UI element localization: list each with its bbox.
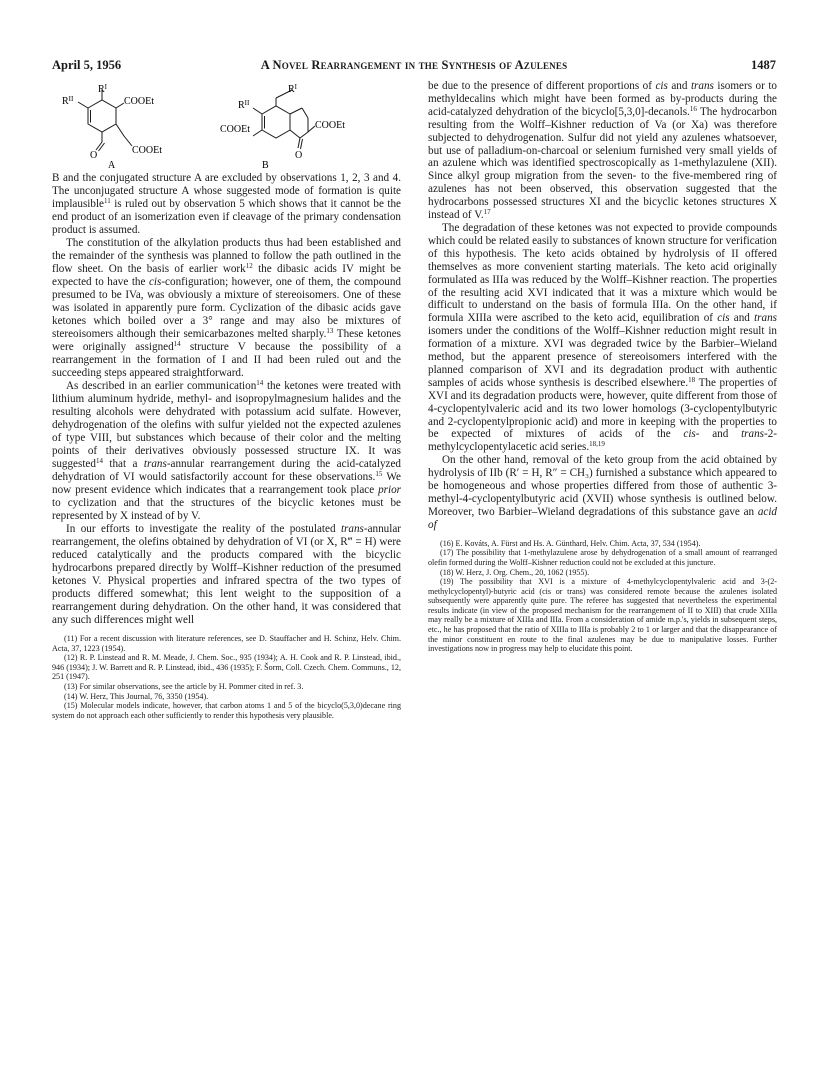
structures-svg — [52, 84, 401, 170]
running-header — [52, 58, 776, 76]
structure-b — [253, 90, 315, 149]
b-r1-label: $R^I$ — [288, 84, 298, 95]
header-date: April 5, 1956 — [52, 58, 122, 72]
left-footnotes — [52, 634, 401, 720]
right-paragraph-1: be due to the presence of different proportions of cis and trans isomers or to methyldecalins which might have been formed as by-products during the acid-catalyzed dehydration of the bicyclo[5,3,0]-decanols.$^{16}$ The hydrocarbon resulting from the Wolff–Kishner reduction of Va (or Xa) was therefore subjected to dehydrogenation. Sulfur did not yield any azulenes whatsoever, but use of palladium-on-charcoal or selenium furnished very small yields of an azulene which was identified spectroscopically as 1-methylazulene (XII). Since alkyl group migration from the seven- to the five-membered ring of azulenes has not been observed, this observation suggested that the hydrocarbons possessed structures XI and the bicyclic ketones structures X instead of V.$^{17}$ — [428, 80, 777, 222]
page-number: 1487 — [751, 58, 776, 72]
structure-b-label: B — [262, 160, 269, 170]
structure-a-label: A — [108, 160, 116, 170]
footnote: (12) R. P. Linstead and R. M. Meade, J. Chem. Soc., 935 (1934); A. H. Cook and R. P. Linstead, ibid., 946 (1934); J. W. Barrett and R. P. Linstead, ibid., 436 (1935); F. Šorm, Coll. Czech. Chem. Communs., 12, 251 (1947). — [52, 653, 401, 682]
footnote: (17) The possibility that 1-methylazulene arose by dehydrogenation of a small amount of rearranged olefin formed during the Wolff–Kishner reduction could not be excluded at this juncture. — [428, 548, 777, 567]
left-paragraph-4: In our efforts to investigate the reality of the postulated trans-annular rearrangement, the olefins obtained by dehydration of VI (or X, R‴ = H) were reduced catalytically and the products compared with the bicyclic hydrocarbons prepared directly by Wolff–Kishner reduction of the presumed ketones V. Physical properties and infrared spectra of the two types of products differed somewhat; this lent weight to the supposition of a rearrangement during dehydration. On the other hand, it was considered that any such differences might well — [52, 523, 401, 626]
chemical-structures-figure — [52, 84, 401, 170]
a-cooet-top: COOEt — [124, 96, 154, 107]
right-footnotes — [428, 539, 777, 654]
footnote: (15) Molecular models indicate, however, that carbon atoms 1 and 5 of the bicyclo(5,3,0)decane ring system do not approach each other sufficiently to render this hypothesis very plausible. — [52, 701, 401, 720]
footnote: (16) E. Kováts, A. Fürst and Hs. A. Günthard, Helv. Chim. Acta, 37, 534 (1954). — [440, 538, 701, 548]
b-r11-label: $R^{II}$ — [238, 99, 250, 111]
b-cooet-left: COOEt — [220, 124, 250, 135]
footnote: (19) The possibility that XVI is a mixture of 4-methylcyclopentylvaleric acid and 3-(2-methylcyclopentyl)-butyric acid (cis or trans) was considered remote because the azulenes isolated subsequently were apparently quite pure. The referee has suggested that nevertheless the experimental results indicate (in view of the proposed mechanism for the rearrangement of II to XIII) that crude XIIIa may really be a mixture of XIIIa and IIIa. From a consideration of amide m.p.'s, yields in subsequent steps, etc., he has proposed that the ratio of XIIIa to IIIa is probably 2 to 1 or larger and that the disappearance of the minor constituent en route to the final azulenes may be due to manipulative losses. Further investigations now in progress may help to elucidate this point. — [428, 577, 777, 654]
a-r1-label: $R^I$ — [98, 84, 108, 95]
a-r11-label: $R^{II}$ — [62, 95, 74, 107]
right-paragraph-2: The degradation of these ketones was not expected to provide compounds which could be related easily to substances of known structure for verification of this hypothesis. The keto acids obtained by hydrolysis of II offered themselves as more convenient starting materials. The keto acid originally formulated as IIIa was reduced by the Wolff–Kishner reaction. The properties of the resulting acid XVI indicated that it was a mixture which would be difficult to understand on the basis of formula IIIa. On the other hand, if formula XIIIa were ascribed to the keto acid, equilibration of cis and trans isomers under the conditions of the Wolff–Kishner reduction might result in formation of a mixture. XVI was degraded twice by the Barbier–Wieland method, but the apparent presence of stereoisomers interfered with the planned comparison of XVI and its degradation product with authentic samples of acids whose synthesis is described elsewhere.$^{18}$ The properties of XVI and its degradation products were, however, quite different from those of 4-cyclopentylvaleric acid and its two lower homologs (3-cyclopentylbutyric and 2-cyclopentylpropionic acid) and more in keeping with the properties to be expected of mixtures of acids of the cis- and trans-2-methylcyclopentylacetic acid series.$^{18,19}$ — [428, 221, 777, 454]
left-paragraph-2: The constitution of the alkylation products thus had been established and the remainder of the synthesis was planned to follow the path outlined in the flow sheet. On the basis of earlier work$^{12}$ the dibasic acids IV might be expected to have the cis-configuration; however, one of them, the compound presumed to be IVa, was obviously a mixture of stereoisomers. One of these was isolated in apparently pure form. Cyclization of the dibasic acids gave ketones which boiled over a 3° range and may also be mixtures of stereoisomers although their semicarbazones melted sharply.$^{13}$ These ketones were originally assigned$^{14}$ structure V because the possibility of a rearrangement in the formation of I and II had been ruled out and the succeeding steps appeared straightforward. — [52, 237, 401, 379]
footnote: (18) W. Herz, J. Org. Chem., 20, 1062 (1955). — [440, 567, 590, 577]
footnote: (14) W. Herz, This Journal, 76, 3350 (1954). — [64, 691, 209, 701]
a-cooet-bottom: COOEt — [132, 145, 162, 156]
b-oxygen: O — [295, 150, 303, 161]
footnote: (13) For similar observations, see the article by H. Pommer cited in ref. 3. — [64, 681, 304, 691]
footnote: (11) For a recent discussion with literature references, see D. Stauffacher and H. Schinz, Helv. Chim. Acta, 37, 1223 (1954). — [52, 634, 401, 653]
header-title: A Novel Rearrangement in the Synthesis of Azulenes — [260, 58, 568, 72]
left-column — [52, 84, 401, 720]
left-paragraph-1: B and the conjugated structure A are excluded by observations 1, 2, 3 and 4. The unconjugated structure A whose suggested mode of formation is quite implausible$^{11}$ is ruled out by observation 5 which shows that it cannot be the end product of an isomerization even if cleavage of the primary condensation product is assumed. — [52, 172, 401, 236]
b-cooet-right: COOEt — [315, 120, 345, 131]
a-oxygen: O — [90, 150, 98, 161]
left-paragraph-3: As described in an earlier communication$^{14}$ the ketones were treated with lithium aluminum hydride, methyl- and isopropylmagnesium halides and the resulting alcohols were dehydrated with potassium acid sulfate. However, dehydrogenation of the olefins with sulfur yielded not the expected azulenes of type VIII, but substances which because of their color and the melting points of their derivatives obviously possessed structure IX. It was suggested$^{14}$ that a trans-annular rearrangement during the acid-catalyzed dehydration of VI would satisfactorily account for these observations.$^{15}$ We now present evidence which indicates that a rearrangement took place prior to cyclization and that the structures of the bicyclic ketones must be represented by X instead of by V. — [52, 379, 401, 522]
right-column — [428, 80, 777, 654]
right-paragraph-3: On the other hand, removal of the keto group from the acid obtained by hydrolysis of IIb (R′ = H, R″ = CH₃) furnished a substance which appeared to be homogeneous and whose properties differed from those of authentic 3-methyl-4-cyclopentylbutyric acid (XVII) whose synthesis is outlined below. Moreover, two Barbier–Wieland degradations of this substance gave an acid of — [428, 454, 777, 531]
